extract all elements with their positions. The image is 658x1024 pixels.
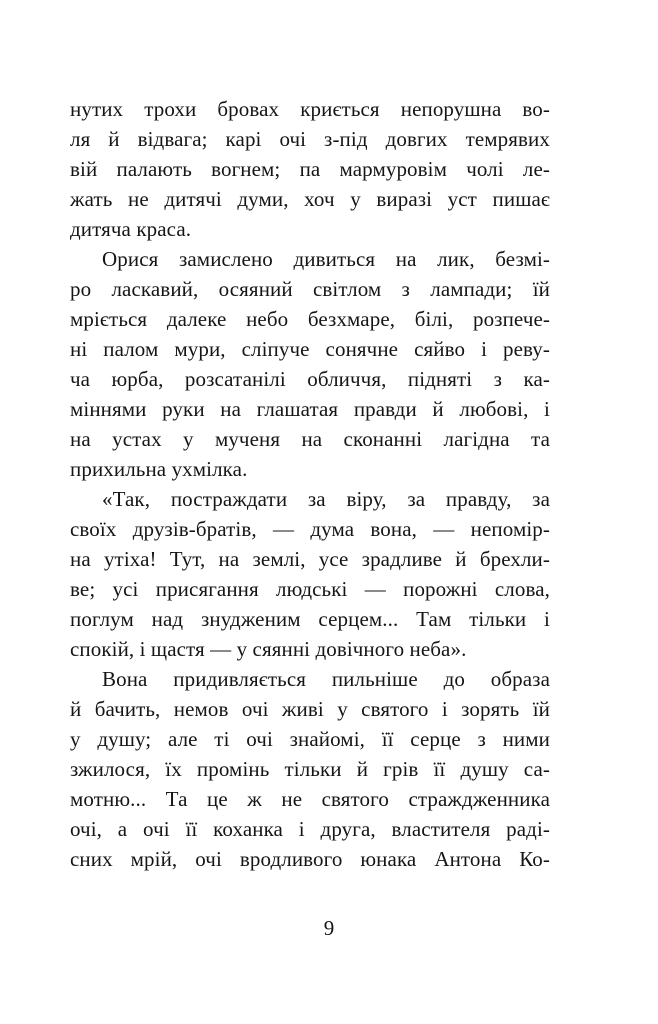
paragraph [70, 484, 550, 664]
text-line: ні палом мури, сліпуче сонячне сяйво і реву- [70, 337, 550, 361]
text-line: зжилося, їх промінь тільки й грів її душу са- [70, 757, 550, 781]
text-line: міннями руки на глашатая правди й любові, і [70, 397, 550, 421]
paragraph [70, 244, 550, 484]
text-line: жать не дитячі думи, хоч у виразі уст пишає [70, 187, 550, 211]
text-line: мотню... Та це ж не святого страждженника [70, 787, 550, 811]
text-line: й бачить, немов очі живі у святого і зорять їй [70, 697, 550, 721]
page-text [70, 94, 550, 874]
text-line: спокій, і щастя — у сяянні довічного неба». [70, 637, 467, 661]
text-line: ве; усі присягання людські — порожні слова, [70, 577, 550, 601]
text-line: ро ласкавий, осяяний світлом з лампади; їй [70, 277, 550, 301]
paragraph [70, 94, 550, 244]
text-line: очі, а очі її коханка і друга, властителя раді- [70, 817, 550, 841]
text-line: Вона придивляється пильніше до образа [102, 667, 550, 691]
text-line: дитяча краса. [70, 217, 192, 241]
paragraph [70, 664, 550, 874]
text-line: прихильна ухмілка. [70, 457, 248, 481]
text-line: Орися замислено дивиться на лик, безмі- [102, 247, 550, 271]
text-line: своїх друзів-братів, — дума вона, — непомір- [70, 517, 550, 541]
text-line: ча юрба, розсатанілі обличчя, підняті з ка- [70, 367, 550, 391]
page-number: 9 [323, 916, 335, 940]
text-line: у душу; але ті очі знайомі, її серце з ними [70, 727, 550, 751]
text-line: нутих трохи бровах криється непорушна во- [70, 97, 550, 121]
text-line: на утіха! Тут, на землі, усе зрадливе й брехли- [70, 547, 550, 571]
text-line: ля й відвага; карі очі з-під довгих темрявих [70, 127, 550, 151]
text-line: вій палають вогнем; па мармуровім чолі ле- [70, 157, 550, 181]
text-line: мріється далеке небо безхмаре, білі, розпече- [70, 307, 550, 331]
text-line: сних мрій, очі вродливого юнака Антона Ко- [70, 847, 550, 871]
text-line: на устах у мученя на сконанні лагідна та [70, 427, 550, 451]
text-line: поглум над знудженим серцем... Там тільки і [70, 607, 550, 631]
text-line: «Так, постраждати за віру, за правду, за [102, 487, 550, 511]
